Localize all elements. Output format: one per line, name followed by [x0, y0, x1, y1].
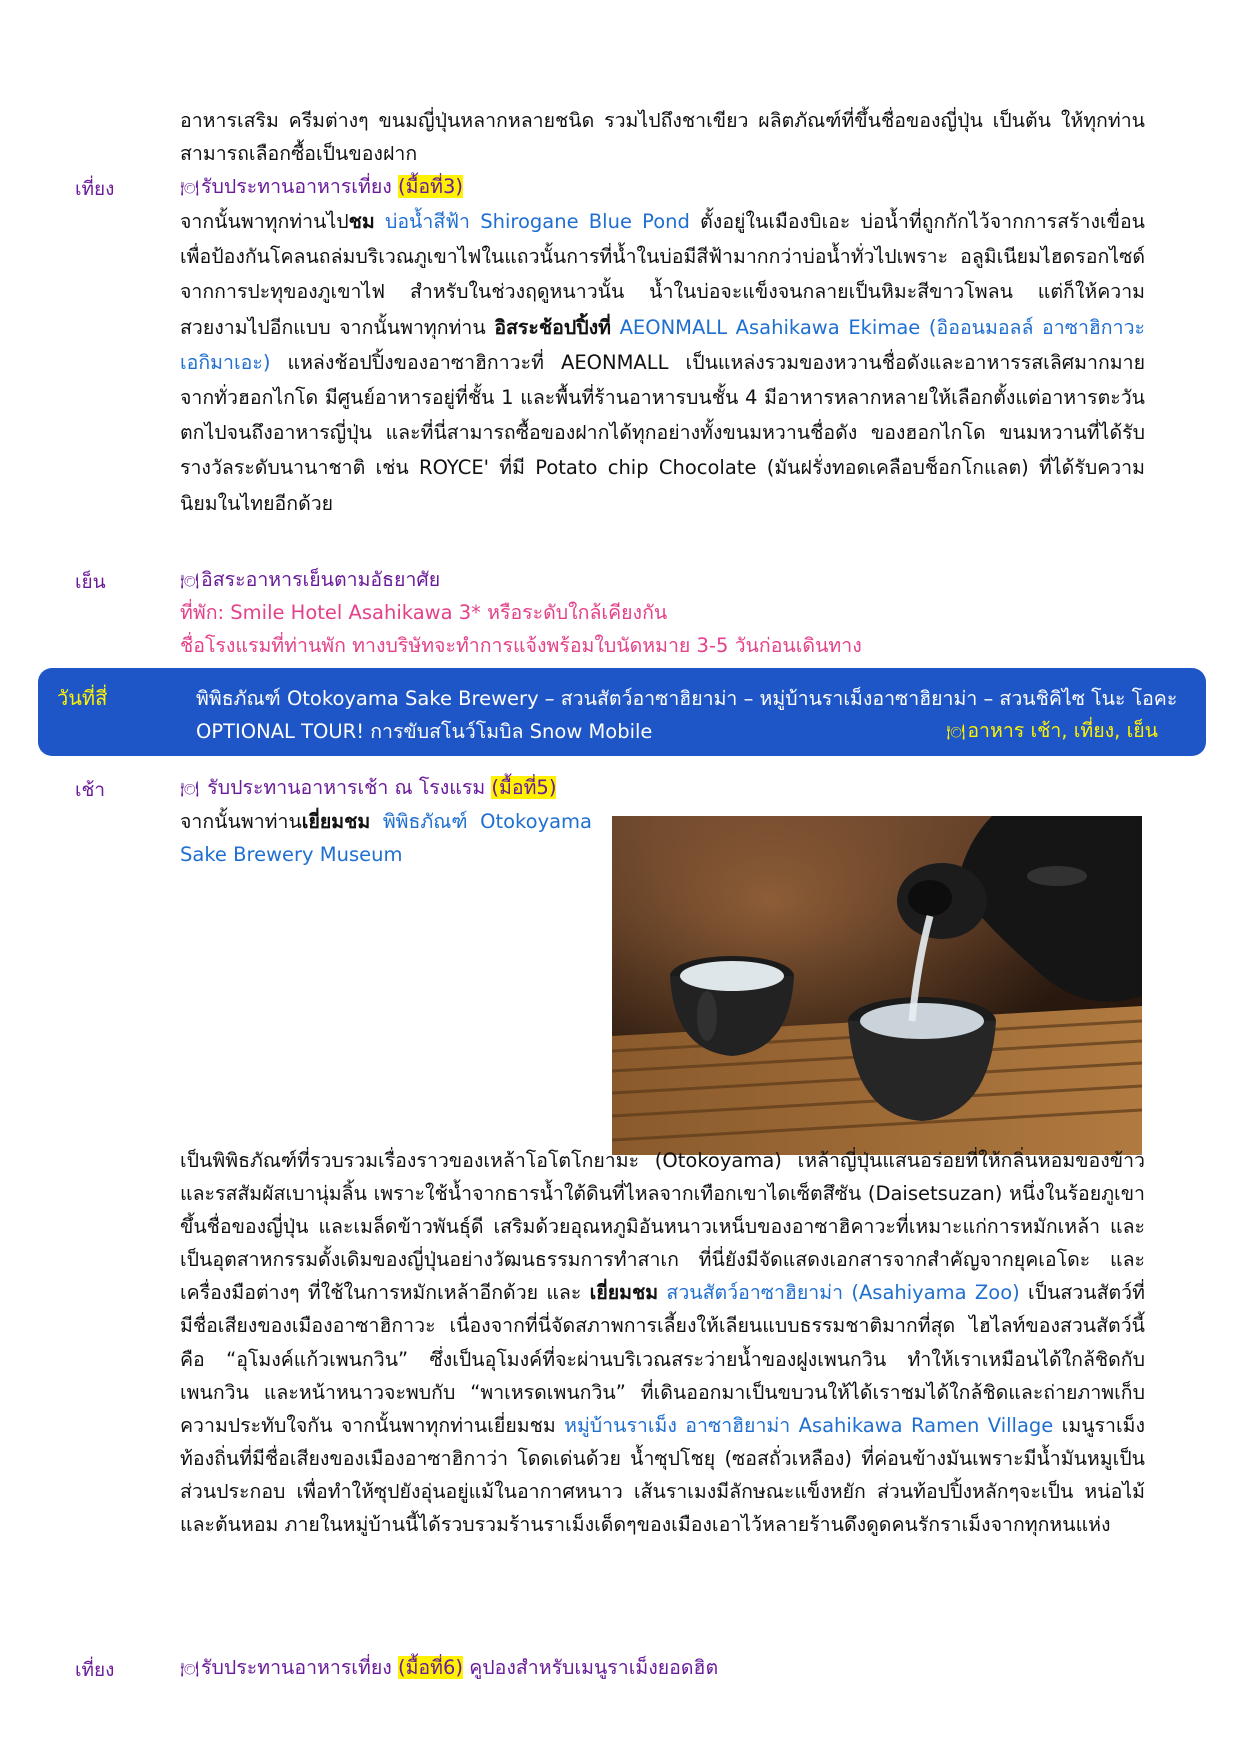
time-label-noon: เที่ยง — [75, 178, 115, 200]
breakfast-line: 🍽 รับประทานอาหารเช้า ณ โรงแรม (มื้อที่5) — [180, 771, 1145, 806]
zoo-link: สวนสัตว์อาซาฮิยาม่า (Asahiyama Zoo) — [666, 1281, 1020, 1305]
bowl-icon: 🍽 — [946, 723, 966, 741]
day-title: พิพิธภัณฑ์ Otokoyama Sake Brewery – สวนสัตว์อาซาฮิยาม่า – หมู่บ้านราเม็งอาซาฮิยาม่า – สวนชิคิไซ โนะ โอคะ OPTIONAL TOUR! การขับสโนว์โมบิล Snow Mobile — [196, 687, 1178, 743]
day-four-banner — [38, 668, 1206, 756]
museum-intro: จากนั้นพาท่านเยี่ยมชม พิพิธภัณฑ์ Otokoyama Sake Brewery Museum — [180, 810, 592, 866]
shopping-paragraph: อาหารเสริม ครีมต่างๆ ขนมญี่ปุ่นหลากหลายชนิด รวมไปถึงชาเขียว ผลิตภัณฑ์ที่ขึ้นชื่อของญี่ปุ่น เป็นต้น ให้ทุกท่านสามารถเลือกซื้อเป็นของฝาก — [180, 109, 1145, 165]
museum-paragraph: เป็นพิพิธภัณฑ์ที่รวบรวมเรื่องราวของเหล้าโอโตโกยามะ (Otokoyama) เหล้าญี่ปุ่นแสนอร่อยที่ให้กลิ่นหอมของข้าวและรสสัมผัสเบานุ่มลิ้น เพราะใช้น้ำจากธารน้ำใต้ดินที่ไหลจากเทือกเขาไดเซ็ตสึซัน (Daisetsuzan) หนึ่งในร้อยภูเขาขึ้นชื่อของญี่ปุ่น และเมล็ดข้าวพันธุ์ดี เสริมด้วยอุณหภูมิอันหนาวเหน็บของอาซาฮิคาวะที่เหมาะแก่การหมักเหล้า และเป็นอุตสาหกรรมดั้งเดิมของญี่ปุ่นอย่างวัฒนธรรมการทำสาเก ที่นี่ยังมีจัดแสดงเอกสารจากสำคัญจากยุคเอโดะ และเครื่องมือต่างๆ ที่ใช้ในการหมักเหล้าอีกด้วย และ เยี่ยมชม สวนสัตว์อาซาฮิยาม่า (Asahiyama Zoo) เป็นสวนสัตว์ที่มีชื่อเสียงของเมืองอาซาฮิกาวะ เนื่องจากที่นี่จัดสภาพการเลี้ยงให้เลียนแบบธรรมชาติมากที่สุด ไฮไลท์ของสวนสัตว์นี้คือ “อุโมงค์แก้วเพนกวิน” ซึ่งเป็นอุโมงค์ที่จะผ่านบริเวณสระว่ายน้ำของฝูงเพนกวิน ทำให้เราเหมือนได้ใกล้ชิดกับเพนกวิน และหน้าหนาวจะพบกับ “พาเหรดเพนกวิน” ที่เดินออกมาเป็นขบวนให้ได้เราชมได้ใกล้ชิดและถ่ายภาพเก็บความประทับใจกัน จากนั้นพาทุกท่านเยี่ยมชม หมู่บ้านราเม็ง อาซาฮิยาม่า Asahikawa Ramen Village เมนูราเม็ง ท้องถิ่นที่มีชื่อเสียงของเมืองอาซาฮิกาว่า โดดเด่นด้วย น้ำซุปโชยุ (ซอสถั่วเหลือง) ที่ค่อนข้างมันเพราะมีน้ำมันหมูเป็นส่วนประกอบ เพื่อทำให้ซุปยังอุ่นอยู่แม้ในอากาศหนาว เส้นราเมงมีลักษณะแข็งหยัก ส่วนท้อปปิ้งหลักๆจะเป็น หน่อไม้ และต้นหอม ภายในหมู่บ้านนี้ได้รวบรวมร้านราเม็งเด็ดๆของเมืองเอาไว้หลายร้านดึงดูดคนรักราเม็งจากทุกหนแห่ง — [180, 1149, 1145, 1537]
aeonmall-link: AEONMALL Asahikawa Ekimae (อิออนมอลล์ อาซาฮิกาวะ เอกิมาเอะ) — [180, 315, 1145, 374]
day-label: วันที่สี่ — [57, 686, 108, 710]
lunch-line: 🍽 รับประทานอาหารเที่ยง (มื้อที่3) — [180, 170, 1145, 205]
lunch-line-2: 🍽 รับประทานอาหารเที่ยง (มื้อที่6) คูปองสำหรับเมนูราเม็งยอดฮิต — [180, 1651, 1145, 1686]
time-label-evening: เย็น — [75, 571, 106, 593]
bowl-icon: 🍽 — [180, 179, 200, 197]
bowl-icon: 🍽 — [180, 572, 200, 590]
sake-illustration — [612, 816, 1142, 1155]
dinner-line: 🍽 อิสระอาหารเย็นตามอัธยาศัย — [180, 563, 1145, 598]
time-label-noon-2: เที่ยง — [75, 1659, 115, 1681]
blue-pond-paragraph: จากนั้นพาทุกท่านไปชม บ่อน้ำสีฟ้า Shirogane Blue Pond ตั้งอยู่ในเมืองบิเอะ บ่อน้ำที่ถูกกักไว้จากการสร้างเขื่อนเพื่อป้องกันโคลนถล่มบริเวณภูเขาไฟในแถวนั้นการที่น้ำในบ่อมีสีฟ้ามากกว่าบ่อน้ำทั่วไปเพราะ อลูมิเนียมไฮดรอกไซด์จากการปะทุของภูเขาไฟ สำหรับในช่วงฤดูหนาวนั้น น้ำในบ่อจะแข็งจนกลายเป็นหิมะสีขาวโพลน แต่ก็ให้ความสวยงามไปอีกแบบ จากนั้นพาทุกท่าน อิสระช้อปปิ้งที่ AEONMALL Asahikawa Ekimae (อิออนมอลล์ อาซาฮิกาวะ เอกิมาเอะ) แหล่งช้อปปิ้งของอาซาฮิกาวะที่ AEONMALL เป็นแหล่งรวมของหวานชื่อดังและอาหารรสเลิศมากมายจากทั่วฮอกไกโด มีศูนย์อาหารอยู่ที่ชั้น 1 และพื้นที่ร้านอาหารบนชั้น 4 มีอาหารหลากหลายให้เลือกตั้งแต่อาหารตะวันตกไปจนถึงอาหารญี่ปุ่น และที่นี่สามารถซื้อของฝากได้ทุกอย่างทั้งขนมหวานชื่อดัง ของฮอกไกโด ขนมหวานที่ได้รับรางวัลระดับนานาชาติ เช่น ROYCE' ที่มี Potato chip Chocolate (มันฝรั่งทอดเคลือบช็อกโกแลต) ที่ได้รับความนิยมในไทยอีกด้วย — [180, 210, 1146, 515]
hotel-line: ที่พัก: Smile Hotel Asahikawa 3* หรือระดับใกล้เคียงกัน — [180, 601, 668, 624]
hotel-note: ชื่อโรงแรมที่ท่านพัก ทางบริษัทจะทำการแจ้งพร้อมใบนัดหมาย 3-5 วันก่อนเดินทาง — [180, 634, 862, 657]
museum-link: พิพิธภัณฑ์ Otokoyama Sake Brewery Museum — [180, 810, 592, 866]
blue-pond-link: บ่อน้ำสีฟ้า Shirogane Blue Pond — [384, 210, 690, 233]
time-label-morning: เช้า — [75, 779, 106, 801]
sake-photo — [612, 816, 1142, 1155]
bowl-icon: 🍽 — [180, 1660, 200, 1678]
bowl-icon: 🍽 — [180, 780, 200, 798]
ramen-village-link: หมู่บ้านราเม็ง อาซาฮิยาม่า Asahikawa Ramen Village — [564, 1413, 1054, 1437]
day-meals: 🍽 อาหาร เช้า, เที่ยง, เย็น — [946, 719, 1158, 742]
